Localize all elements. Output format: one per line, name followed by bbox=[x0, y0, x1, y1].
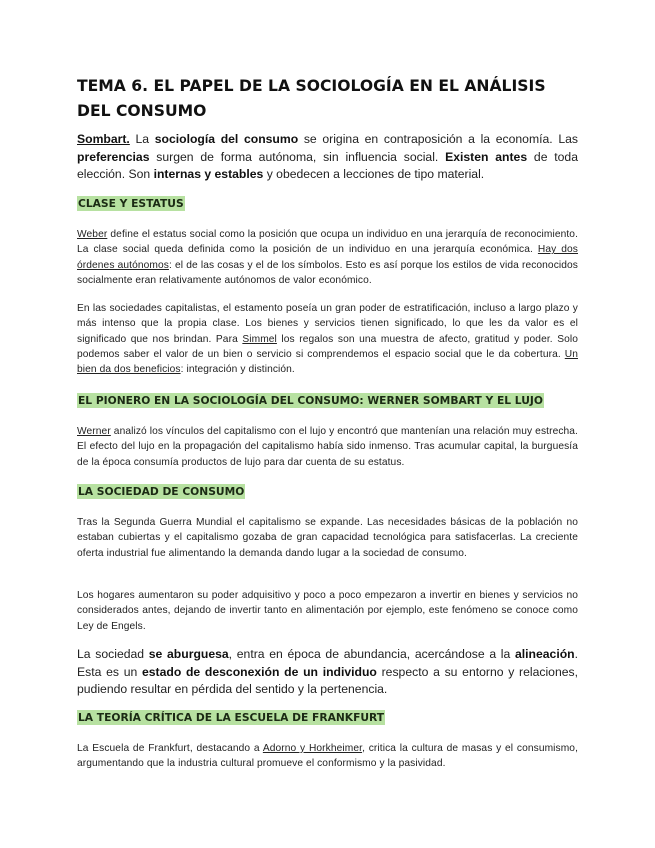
bold-term: Existen antes bbox=[445, 149, 528, 164]
estamento-paragraph bbox=[77, 301, 578, 377]
author-adorno-horkheimer: Adorno y Horkheimer bbox=[262, 743, 363, 754]
text-run: , entra en época de abundancia, acercándose a la bbox=[228, 647, 515, 661]
bold-term: internas y estables bbox=[153, 167, 264, 181]
text-run: los regalos son una muestra de afecto, gratitud y poder. Solo podemos saber el valor de un bien o servicio si comprendemos el espacio social que le da cobertura. bbox=[77, 333, 578, 360]
section-heading-clase-estatus: CLASE Y ESTATUS bbox=[78, 197, 184, 210]
text-run: La bbox=[129, 132, 155, 146]
bold-term: preferencias bbox=[77, 149, 150, 164]
bold-term: sociología del consumo bbox=[154, 132, 299, 146]
text-run: y obedecen a lecciones de tipo material. bbox=[263, 167, 485, 181]
document-title: TEMA 6. EL PAPEL DE LA SOCIOLOGÍA EN EL ANÁLISIS DEL CONSUMO bbox=[77, 77, 546, 120]
author-sombart: Sombart. bbox=[77, 132, 130, 146]
section-heading-pionero: EL PIONERO EN LA SOCIOLOGÍA DEL CONSUMO: WERNER SOMBART Y EL LUJO bbox=[78, 394, 543, 407]
text-run: analizó los vínculos del capitalismo con el lujo y encontró que mantenían una relación muy estrecha. El efecto del lujo en la propagación del capitalismo había sido inmenso. Tras acumular capital, la burguesía de la época consumía productos de lujo para dar cuenta de su estatus. bbox=[77, 426, 578, 468]
bold-term: se aburguesa bbox=[148, 647, 229, 661]
text-run: respecto a su entorno y relaciones, pudiendo resultar en pérdida del sentido y la pertenencia. bbox=[77, 664, 578, 696]
intro-paragraph bbox=[77, 131, 578, 184]
section-heading-sociedad-consumo: LA SOCIEDAD DE CONSUMO bbox=[78, 485, 245, 498]
text-run: surgen de forma autónoma, sin influencia social. bbox=[149, 149, 446, 164]
text-run: de toda elección. Son bbox=[77, 149, 578, 181]
weber-paragraph bbox=[77, 227, 578, 288]
author-simmel: Simmel bbox=[242, 333, 277, 345]
text-run: , critica la cultura de masas y el consumismo, argumentando que la industria cultural promueve el conformismo y la pasividad. bbox=[77, 743, 579, 770]
bold-term: estado de desconexión de un individuo bbox=[141, 664, 377, 679]
section-heading-frankfurt: LA TEORÍA CRÍTICA DE LA ESCUELA DE FRANKFURT bbox=[78, 711, 385, 724]
underlined-term: Hay dos órdenes autónomos bbox=[77, 244, 579, 271]
underlined-term: Un bien da dos beneficios bbox=[77, 348, 578, 376]
text-run: . Esta es un bbox=[77, 647, 578, 679]
text-run: define el estatus social como la posición que ocupa un individuo en una jerarquía de reconocimiento. La clase social queda definida como la posición de un individuo en una jerarquía económica. bbox=[77, 229, 578, 256]
text-run: : integración y distinción. bbox=[180, 364, 295, 376]
text-run: La sociedad bbox=[77, 647, 149, 661]
frankfurt-paragraph bbox=[77, 741, 578, 772]
engels-paragraph: Los hogares aumentaron su poder adquisitivo y poco a poco empezaron a invertir en bienes y servicios no considerados antes, dejando de invertir tanto en alimentación por ejemplo, este fenómeno se conoce como Ley de Engels. bbox=[77, 590, 578, 632]
sombart-lujo-paragraph bbox=[77, 424, 578, 470]
author-werner: Werner bbox=[77, 426, 111, 437]
text-run: : el de las cosas y el de los símbolos. Esto es así porque los estilos de vida reconocidos socialmente eran relativamente autónomos de valor económico. bbox=[77, 259, 578, 286]
text-run: La Escuela de Frankfurt, destacando a bbox=[77, 743, 263, 754]
posguerra-paragraph: Tras la Segunda Guerra Mundial el capitalismo se expande. Las necesidades básicas de la población no estaban cubiertas y el capitalismo gozaba de gran capacidad tecnológica para satisfacerlas. La creciente oferta industrial fue alimentando la demanda dando lugar a la sociedad de consumo. bbox=[77, 517, 578, 559]
aburguesa-paragraph bbox=[77, 646, 578, 699]
author-weber: Weber bbox=[77, 229, 108, 240]
text-run: En las sociedades capitalistas, el estamento poseía un gran poder de estratificación, incluso a largo plazo y más intenso que la propia clase. Los bienes y servicios tienen significado, lo que les da valor es el significado que nos brindan. Para bbox=[77, 303, 578, 345]
bold-term: alineación bbox=[515, 647, 575, 661]
text-run: se origina en contraposición a la economía. Las bbox=[298, 132, 578, 146]
